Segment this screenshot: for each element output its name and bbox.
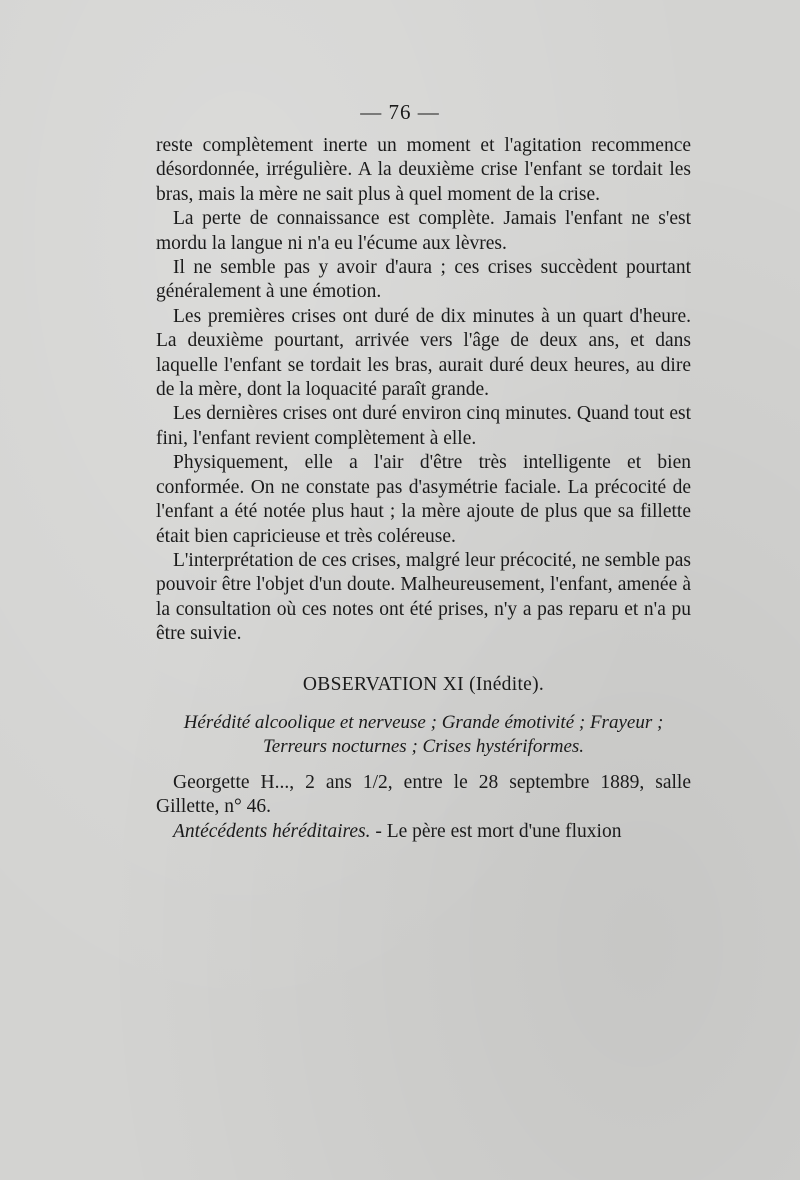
paragraph: L'interprétation de ces crises, malgré leur précocité, ne semble pas pouvoir être l'objet d'un doute. Malheureusement, l'enfant, amenée à la consultation où ces notes ont été prises, n'y a pas reparu et n'a pu être suivie.	[156, 549, 691, 645]
paragraph: Les premières crises ont duré de dix minutes à un quart d'heure. La deuxième pourtant, arrivée vers l'âge de deux ans, et dans laquelle l'enfant se tordait les bras, aurait duré deux heures, au dire de la mère, dont la loquacité paraît grande.	[156, 305, 691, 401]
subtitle-line: Terreurs nocturnes ; Crises hystériformes.	[262, 735, 585, 757]
observation-subtitle	[156, 711, 691, 759]
observation-intro: Georgette H..., 2 ans 1/2, entre le 28 septembre 1889, salle Gillette, n° 46.	[156, 771, 691, 818]
paragraph: Les dernières crises ont duré environ cinq minutes. Quand tout est fini, l'enfant revient complètement à elle.	[156, 403, 691, 449]
paragraph: reste complètement inerte un moment et l'agitation recommence désordonnée, irrégulière. A la deuxième crise l'enfant se tordait les bras, mais la mère ne sait plus à quel moment de la crise.	[156, 135, 691, 205]
observation-heading: OBSERVATION XI (Inédite).	[302, 673, 545, 695]
body-text	[156, 134, 691, 844]
paragraph: La perte de connaissance est complète. Jamais l'enfant ne s'est mordu la langue ni n'a eu l'écume aux lèvres.	[156, 208, 691, 254]
subtitle-line: Hérédité alcoolique et nerveuse ; Grande émotivité ; Frayeur ;	[183, 711, 664, 733]
antecedents-label: Antécédents héréditaires.	[173, 820, 371, 842]
page-number: — 76 —	[360, 100, 440, 124]
spacer	[156, 759, 691, 771]
antecedents-text: - Le père est mort d'une fluxion	[370, 820, 622, 842]
antecedents-paragraph	[156, 820, 691, 844]
paragraph: Il ne semble pas y avoir d'aura ; ces crises succèdent pourtant généralement à une émotion.	[156, 257, 691, 303]
paragraph: Physiquement, elle a l'air d'être très intelligente et bien conformée. On ne constate pas d'asymétrie faciale. La précocité de l'enfant a été notée plus haut ; la mère ajoute de plus que sa fillette était bien capricieuse et très coléreuse.	[156, 452, 691, 547]
